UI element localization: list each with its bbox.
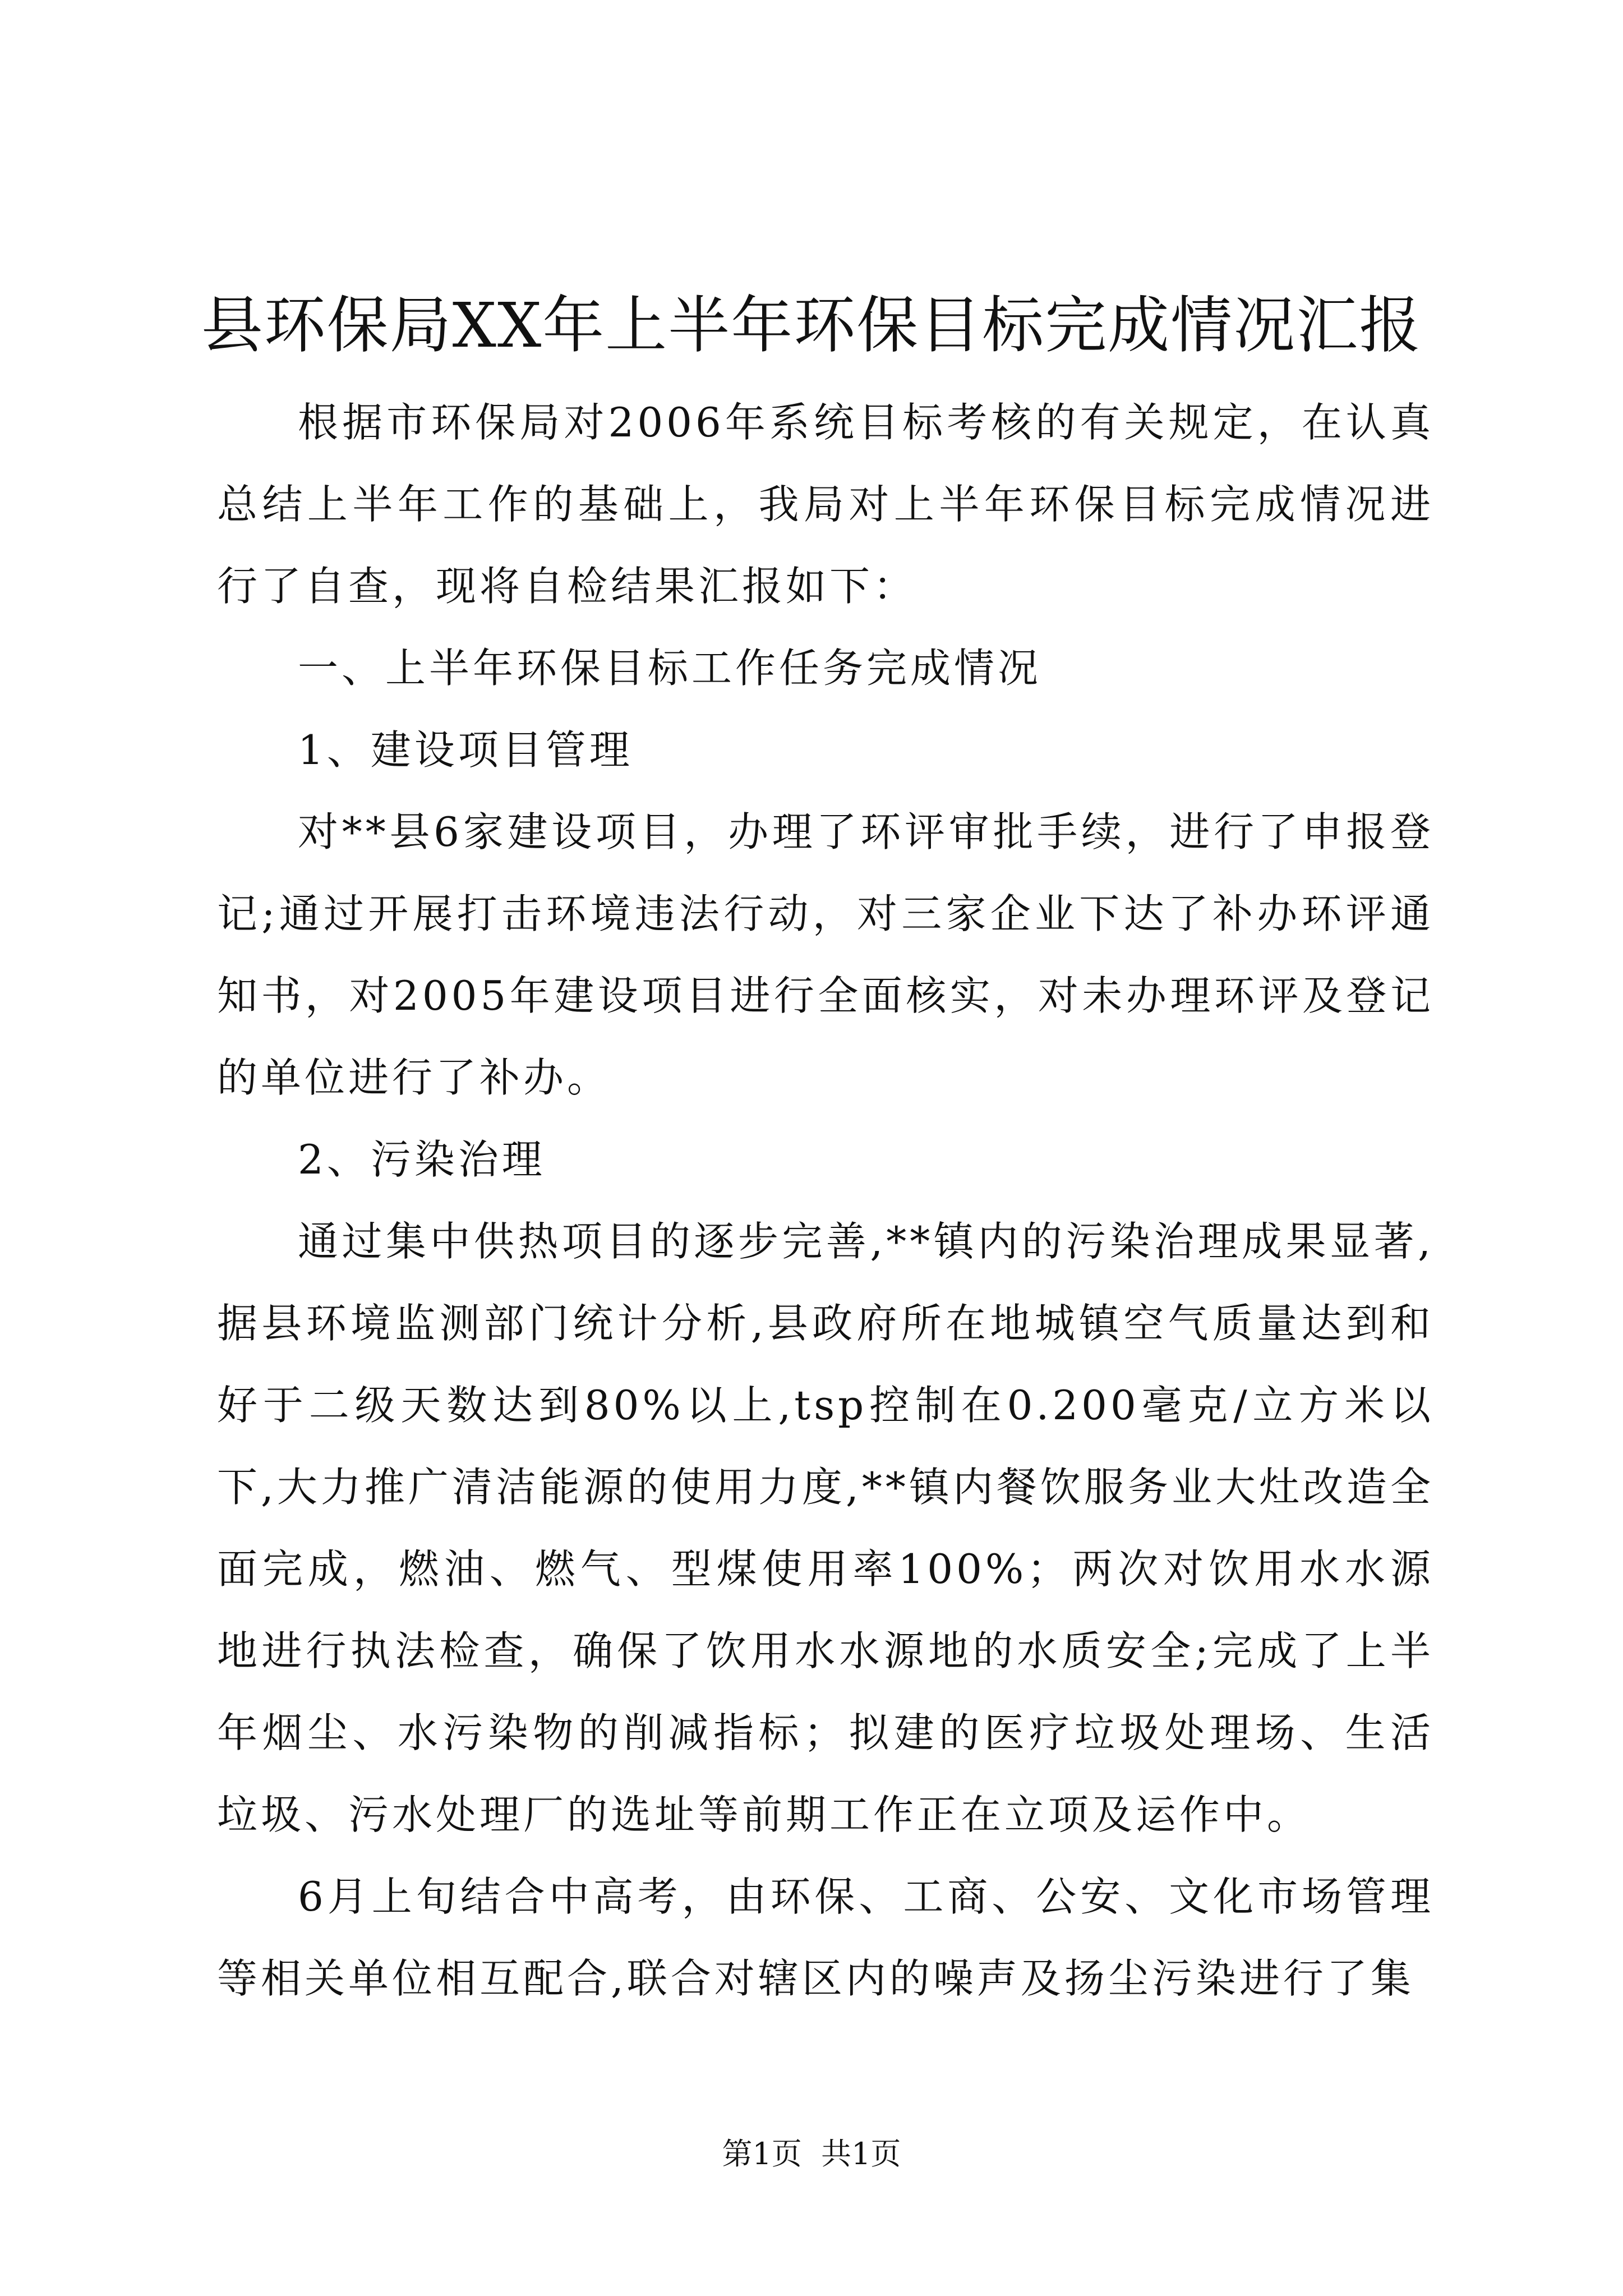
- subsection-heading-1: 1、建设项目管理: [298, 726, 633, 774]
- paragraph-pollution-control: 通过集中供热项目的逐步完善,**镇内的污染治理成果显著,据县环境监测部门统计分析,县政府所在地城镇空气质量达到和好于二级天数达到80%以上,tsp控制在0.200毫克/立方米以下,大力推广清洁能源的使用力度,**镇内餐饮服务业大灶改造全面完成，燃油、燃气、型煤使用率100%；两次对饮用水水源地进行执法检查，确保了饮用水水源地的水质安全;完成了上半年烟尘、水污染物的削减指标；拟建的医疗垃圾处理场、生活垃圾、污水处理厂的选址等前期工作正在立项及运作中。: [217, 1218, 1434, 1838]
- document-title: 县环保局XX年上半年环保目标完成情况汇报: [201, 289, 1422, 361]
- document-body: [217, 381, 1434, 2019]
- paragraph-intro: 根据市环保局对2006年系统目标考核的有关规定，在认真总结上半年工作的基础上，我局对上半年环保目标完成情况进行了自查，现将自检结果汇报如下：: [217, 399, 1434, 610]
- paragraph-june-campaign: 6月上旬结合中高考，由环保、工商、公安、文化市场管理等相关单位相互配合,联合对辖区内的噪声及扬尘污染进行了集: [217, 1873, 1434, 2002]
- section-heading-1: 一、上半年环保目标工作任务完成情况: [298, 645, 1042, 692]
- page-footer: 第1页 共1页: [722, 2136, 901, 2171]
- paragraph-project-management: 对**县6家建设项目，办理了环评审批手续，进行了申报登记;通过开展打击环境违法行动，对三家企业下达了补办环评通知书，对2005年建设项目进行全面核实，对未办理环评及登记的单位进行了补办。: [217, 808, 1434, 1101]
- subsection-heading-2: 2、污染治理: [298, 1136, 546, 1183]
